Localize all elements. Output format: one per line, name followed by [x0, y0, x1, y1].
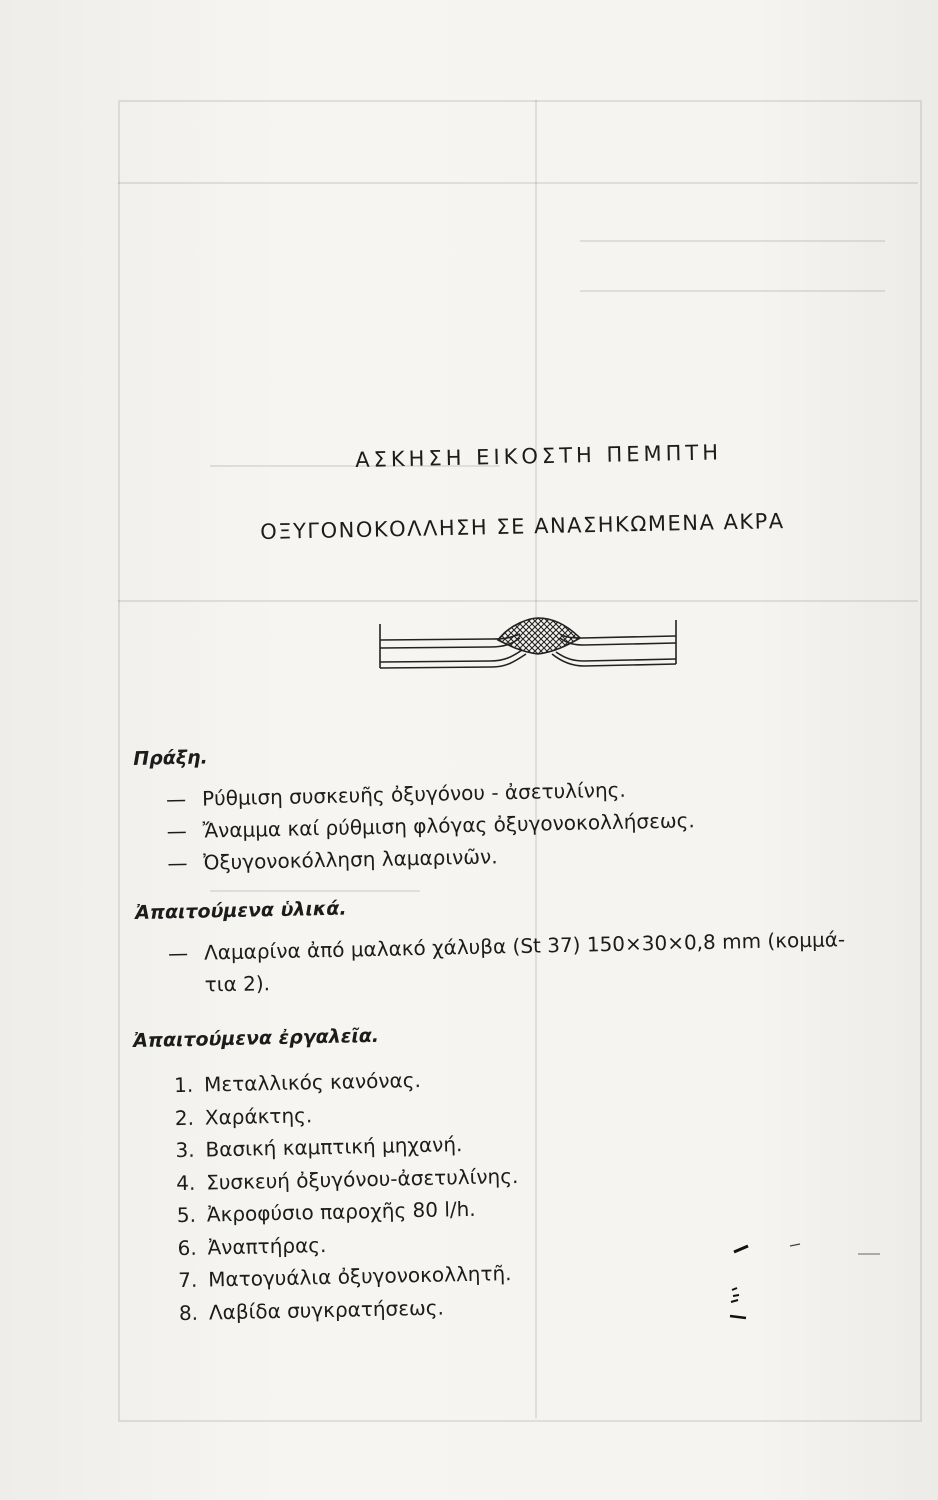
tool-item: 6. Ἀναπτήρας. — [177, 1232, 327, 1260]
tool-item: 1. Μεταλλικός κανόνας. — [173, 1067, 422, 1098]
practice-heading: Πράξη. — [133, 746, 208, 770]
materials-heading: Ἀπαιτούμενα ὑλικά. — [135, 897, 347, 924]
tool-item: 3. Βασική καμπτική μηχανή. — [175, 1132, 463, 1163]
exercise-subject-title: ΟΞΥΓΟΝΟΚΟΛΛΗΣΗ ΣΕ ΑΝΑΣΗΚΩΜΕΝΑ ΑΚΡΑ — [260, 509, 785, 544]
practice-item: — Ἄναμμα καί ρύθμιση φλόγας ὀξυγονοκολλήσεως. — [166, 808, 695, 844]
tool-item: 4. Συσκευή ὀξυγόνου-ἀσετυλίνης. — [175, 1163, 519, 1195]
ghost-rule — [580, 240, 885, 242]
tool-item: 5. Ἀκροφύσιο παροχῆς 80 l/h. — [176, 1196, 476, 1228]
tools-section — [133, 1022, 521, 1330]
practice-item: — Ρύθμιση συσκευῆς ὀξυγόνου - ἀσετυλίνης. — [165, 777, 626, 812]
materials-item-continuation: τια 2). — [204, 971, 271, 997]
tools-heading: Ἀπαιτούμενα ἐργαλεῖα. — [133, 1024, 380, 1052]
materials-item: — Λαμαρίνα ἀπό μαλακό χάλυβα (St 37) 150×30×0,8 mm (κομμά- — [167, 927, 846, 966]
exercise-number-title: ΑΣΚΗΣΗ ΕΙΚΟΣΤΗ ΠΕΜΠΤΗ — [355, 440, 723, 472]
ghost-rule — [118, 182, 918, 184]
ghost-rule — [210, 890, 420, 892]
tool-item: 7. Ματογυάλια ὀξυγονοκολλητῆ. — [177, 1261, 512, 1293]
materials-section — [135, 887, 846, 1002]
ink-marks — [728, 1238, 888, 1328]
practice-item: — Ὀξυγονοκόλληση λαμαρινῶν. — [167, 844, 498, 876]
edge-weld-diagram — [370, 612, 690, 682]
ghost-rule — [580, 290, 885, 292]
tool-item: 8. Λαβίδα συγκρατήσεως. — [178, 1295, 445, 1325]
practice-section — [133, 736, 696, 880]
ghost-rule — [118, 600, 918, 602]
tool-item: 2. Χαράκτης. — [174, 1102, 313, 1130]
